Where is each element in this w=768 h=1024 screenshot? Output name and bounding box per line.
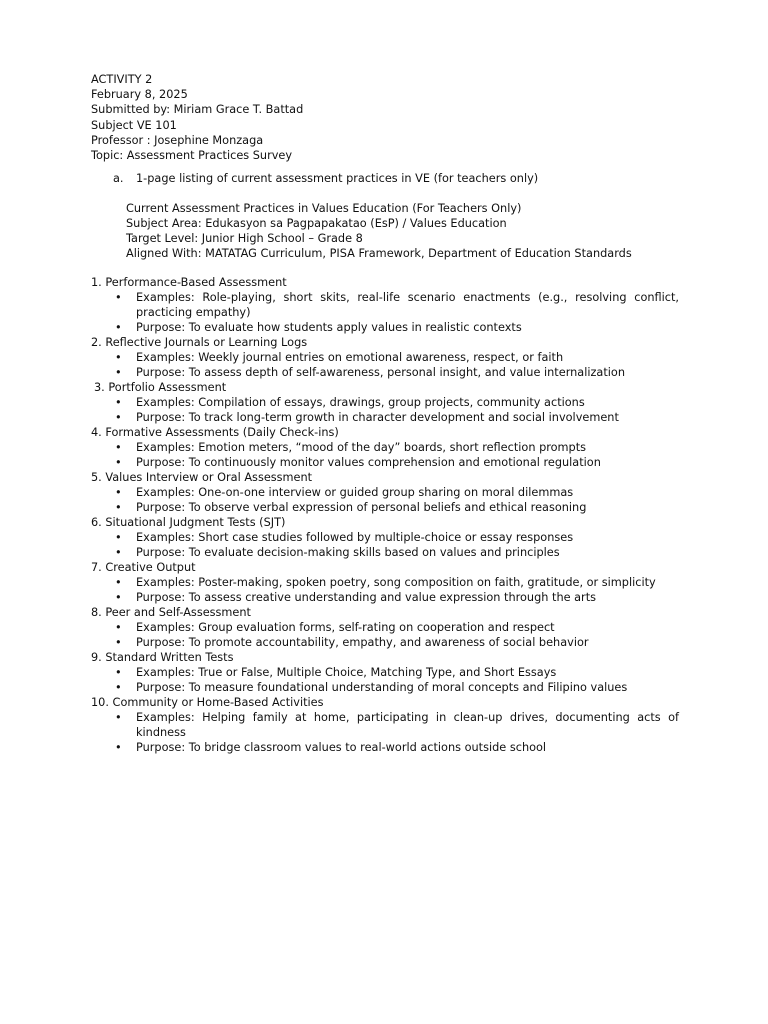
bullet-examples: [91, 290, 679, 320]
purpose-text: Purpose: To assess depth of self-awareness, personal insight, and value internalization: [136, 366, 625, 380]
bullet-examples: [91, 350, 679, 365]
list-item: [91, 380, 679, 425]
info-target-level: Target Level: Junior High School – Grade 8: [126, 232, 363, 246]
bullet-icon: •: [115, 501, 122, 515]
item-title: 10. Community or Home-Based Activities: [91, 696, 324, 710]
examples-text: Examples: Short case studies followed by multiple-choice or essay responses: [136, 531, 574, 545]
bullet-purpose: [91, 740, 679, 755]
item-title: 7. Creative Output: [91, 561, 196, 575]
info-aligned-with: Aligned With: MATATAG Curriculum, PISA Framework, Department of Education Standards: [126, 247, 632, 261]
bullet-purpose: [91, 545, 679, 560]
purpose-text: Purpose: To evaluate decision-making skills based on values and principles: [136, 546, 560, 560]
list-item: [91, 470, 679, 515]
list-item: [91, 335, 679, 380]
bullet-examples: [91, 395, 679, 410]
item-title: 9. Standard Written Tests: [91, 651, 234, 665]
purpose-text: Purpose: To measure foundational understanding of moral concepts and Filipino values: [136, 681, 628, 695]
bullet-purpose: [91, 500, 679, 515]
document-body: [91, 72, 679, 755]
bullet-icon: •: [115, 486, 122, 500]
assessment-list: [91, 275, 679, 755]
subject: Subject VE 101: [91, 118, 177, 132]
bullet-icon: •: [115, 321, 122, 335]
bullet-icon: •: [115, 591, 122, 605]
bullet-icon: •: [115, 531, 122, 545]
bullet-examples: [91, 620, 679, 635]
date: February 8, 2025: [91, 88, 188, 102]
list-item: [91, 695, 679, 755]
bullet-icon: •: [115, 351, 122, 365]
info-title: Current Assessment Practices in Values Education (For Teachers Only): [126, 202, 522, 216]
examples-text: Examples: Emotion meters, “mood of the day” boards, short reflection prompts: [136, 441, 587, 455]
sub-item-marker: a.: [113, 172, 124, 186]
bullet-icon: •: [115, 621, 122, 635]
professor: Professor : Josephine Monzaga: [91, 133, 264, 147]
list-item: [91, 275, 679, 335]
bullet-purpose: [91, 365, 679, 380]
bullet-icon: •: [115, 711, 122, 725]
list-item: [91, 560, 679, 605]
bullet-icon: •: [115, 396, 122, 410]
bullet-icon: •: [115, 681, 122, 695]
purpose-text: Purpose: To continuously monitor values comprehension and emotional regulation: [136, 456, 601, 470]
examples-text: Examples: Helping family at home, participating in clean-up drives, documenting acts of kindness: [136, 711, 679, 740]
item-title: 6. Situational Judgment Tests (SJT): [91, 516, 286, 530]
list-item: [91, 650, 679, 695]
item-title: 4. Formative Assessments (Daily Check-ins): [91, 426, 339, 440]
bullet-purpose: [91, 410, 679, 425]
bullet-icon: •: [115, 666, 122, 680]
bullet-purpose: [91, 455, 679, 470]
activity-label: ACTIVITY 2: [91, 73, 153, 86]
bullet-icon: •: [115, 576, 122, 590]
bullet-examples: [91, 710, 679, 740]
bullet-icon: •: [115, 741, 122, 755]
purpose-text: Purpose: To bridge classroom values to real-world actions outside school: [136, 741, 547, 755]
bullet-icon: •: [115, 366, 122, 380]
examples-text: Examples: Role-playing, short skits, real-life scenario enactments (e.g., resolving conflict, practicing empathy): [136, 291, 679, 320]
bullet-icon: •: [115, 636, 122, 650]
bullet-purpose: [91, 635, 679, 650]
bullet-examples: [91, 485, 679, 500]
list-item: [91, 515, 679, 560]
examples-text: Examples: Group evaluation forms, self-rating on cooperation and respect: [136, 621, 555, 635]
purpose-text: Purpose: To promote accountability, empathy, and awareness of social behavior: [136, 636, 589, 650]
bullet-examples: [91, 530, 679, 545]
item-title: 3. Portfolio Assessment: [94, 381, 227, 395]
examples-text: Examples: Weekly journal entries on emotional awareness, respect, or faith: [136, 351, 564, 365]
info-subject-area: Subject Area: Edukasyon sa Pagpapakatao (EsP) / Values Education: [126, 217, 507, 231]
bullet-icon: •: [115, 291, 122, 305]
bullet-examples: [91, 665, 679, 680]
bullet-examples: [91, 440, 679, 455]
purpose-text: Purpose: To observe verbal expression of personal beliefs and ethical reasoning: [136, 501, 587, 515]
examples-text: Examples: One-on-one interview or guided group sharing on moral dilemmas: [136, 486, 574, 500]
bullet-icon: •: [115, 456, 122, 470]
bullet-purpose: [91, 590, 679, 605]
bullet-examples: [91, 575, 679, 590]
list-item: [91, 605, 679, 650]
bullet-purpose: [91, 320, 679, 335]
sub-item-text: 1-page listing of current assessment practices in VE (for teachers only): [136, 172, 539, 186]
purpose-text: Purpose: To assess creative understanding and value expression through the arts: [136, 591, 597, 605]
item-title: 5. Values Interview or Oral Assessment: [91, 471, 313, 485]
bullet-icon: •: [115, 411, 122, 425]
examples-text: Examples: True or False, Multiple Choice, Matching Type, and Short Essays: [136, 666, 557, 680]
item-title: 8. Peer and Self-Assessment: [91, 606, 251, 620]
item-title: 1. Performance-Based Assessment: [91, 276, 287, 290]
purpose-text: Purpose: To track long-term growth in character development and social involvement: [136, 411, 619, 425]
sub-item-a: [91, 171, 679, 186]
examples-text: Examples: Poster-making, spoken poetry, song composition on faith, gratitude, or simplicity: [136, 576, 656, 590]
info-block: [91, 201, 679, 261]
topic: Topic: Assessment Practices Survey: [91, 148, 293, 162]
list-item: [91, 425, 679, 470]
purpose-text: Purpose: To evaluate how students apply values in realistic contexts: [136, 321, 522, 335]
submitted-by: Submitted by: Miriam Grace T. Battad: [91, 103, 304, 117]
item-title: 2. Reflective Journals or Learning Logs: [91, 336, 308, 350]
bullet-icon: •: [115, 546, 122, 560]
bullet-purpose: [91, 680, 679, 695]
bullet-icon: •: [115, 441, 122, 455]
examples-text: Examples: Compilation of essays, drawings, group projects, community actions: [136, 396, 585, 410]
